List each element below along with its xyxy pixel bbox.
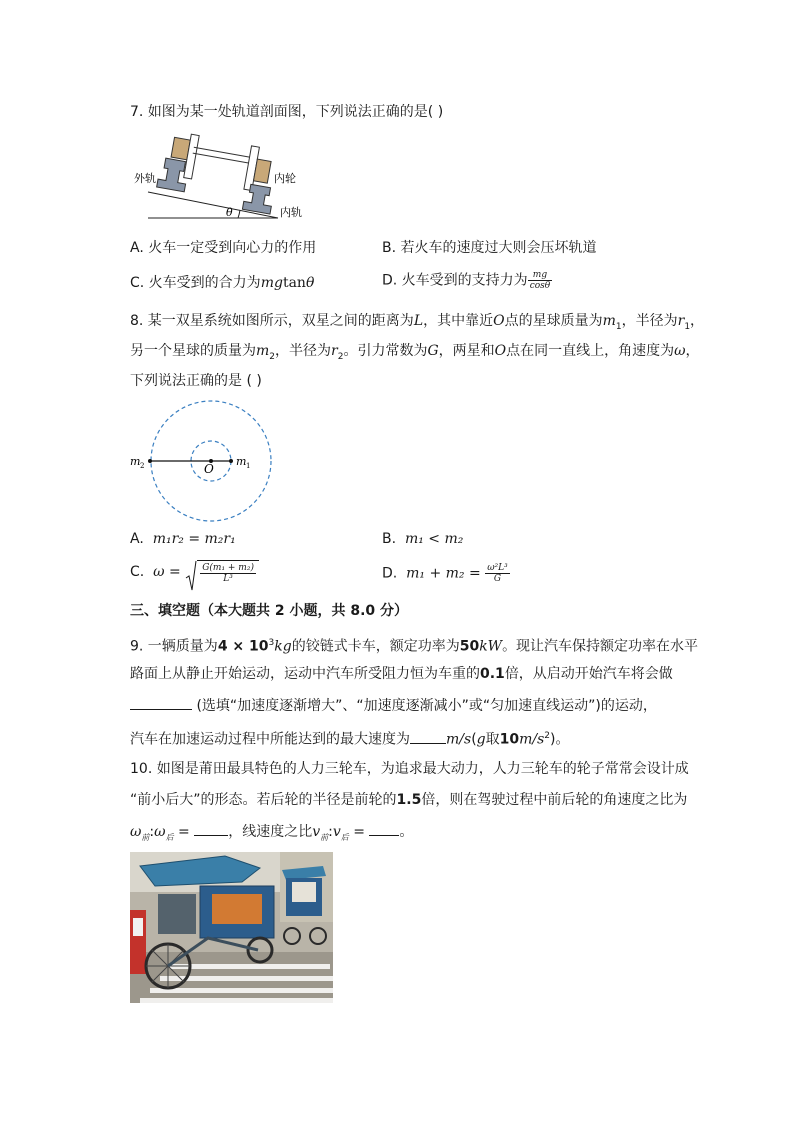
q8-l2-m2: m [256,343,270,359]
q8-option-d [382,563,510,584]
q8-l1-r1: r [677,313,685,329]
q10-l3-w1: ω [130,824,142,840]
q8-option-c-num: G(m₁ + m₂) [202,563,254,573]
q8-line1 [130,311,704,337]
q8-l2-O: O [494,343,507,359]
q9-l1-d: 50 [459,638,480,655]
q8-option-c [130,560,259,592]
q8-option-a [130,529,236,549]
q8-l2-G: G [427,343,439,359]
q10-l3-front: 前 [141,832,150,842]
q7-option-d-num: mg [528,270,553,281]
q10-l3-back: 后 [165,832,174,842]
fig-label-m2-sub: 2 [140,462,145,470]
q10-l3-front2: 前 [320,832,329,842]
q9-l2-c: 倍，从启动开始汽车将会做 [504,666,673,682]
q8-l1-e: ， [690,313,705,329]
q9-l4-g: g [476,731,486,748]
q7-option-c-theta: θ [305,275,315,291]
fig-label-inner-rail: 内轨 [280,206,302,219]
q10-l2-a: “前小后大”的形态。若后轮的半径是前轮的 [130,792,397,808]
q9-l4-b: ( [471,731,477,748]
fig-label-outer-rail: 外轨 [134,172,156,185]
q10-l3-colon2: : [328,824,333,840]
q10-l2-b: 1.5 [396,792,422,808]
q9-l3: (选填“加速度逐渐增大”、“加速度逐渐减小”或“匀加速直线运动”)的运动， [196,698,657,714]
q7-option-b: B. 若火车的速度过大则会压坏轨道 [382,240,597,256]
q8-l2-c: 。引力常数为 [343,343,428,359]
fig-label-m1-sub: 1 [246,462,251,470]
q7-option-d-text: D. 火车受到的支持力为 [382,272,528,289]
q10-l3-back2: 后 [340,832,349,842]
q10-l3-eq2: = [348,824,370,840]
q9-l1-b: 4 × 10 [217,638,269,655]
q8-option-b-math: m₁ < m₂ [404,531,464,547]
q9-l1-e: 。现让汽车保持额定功率在水平 [502,638,699,655]
q8-option-d-num: ω²L³ [487,563,508,573]
q10-l3-end: 。 [399,824,414,840]
fig-label-m1: m [236,455,247,468]
q8-l2-e: 点在同一直线上，角速度为 [506,343,675,359]
q8-l2-f: ， [685,343,700,359]
q9-l1-a: 9. 一辆质量为 [130,638,218,655]
fig-label-angle: θ [226,206,233,219]
q7-option-d-den: cosθ [529,281,551,291]
q9-l1-kW: kW [479,638,503,655]
q8-l2-a: 另一个星球的质量为 [130,343,256,359]
q8-option-c-fraction [200,563,256,584]
q8-l2-d: ，两星和 [438,343,495,359]
q8-l1-sub2: 1 [684,321,691,332]
q8-l1-sub1: 1 [615,321,622,332]
q8-line3: 下列说法正确的是 ( ) [130,373,262,389]
q9-l1-c: 的铰链式卡车，额定功率为 [291,638,460,655]
q8-l2-sub2: 2 [337,351,344,362]
q10-l2-c: 倍，则在驾驶过程中前后轮的角速度之比为 [421,792,688,808]
q7-option-c [130,273,314,293]
q8-option-a-label: A. [130,531,144,547]
q8-l1-b: ，其中靠近 [423,313,494,329]
q7-option-d-fraction [528,270,553,291]
q8-line2 [130,341,700,367]
q8-option-b-label: B. [382,531,397,547]
q9-l4-a: 汽车在加速运动过程中所能达到的最大速度为 [130,731,410,748]
q8-option-c-sqrt [185,560,259,584]
q8-l2-r2: r [331,343,338,359]
q9-l4-sup: 2 [544,731,551,741]
q9-line1 [130,633,698,657]
q10-l3-v2: v [332,824,341,840]
q8-option-d-lhs: m₁ + m₂ = [406,565,481,582]
q9-line4 [130,726,570,750]
q10-blank-1[interactable] [194,821,228,836]
q8-option-c-den: L³ [223,574,233,584]
q7-option-c-math: mg [260,275,283,291]
q9-line3 [130,695,657,716]
q8-l1-L: L [413,313,424,329]
q8-l1-m1: m [602,313,616,329]
q10-l3-v1: v [312,824,321,840]
q9-l2-b: 0.1 [480,666,505,682]
q8-l1-O: O [493,313,505,329]
q10-line1: 10. 如图是莆田最具特色的人力三轮车，为追求最大动力，人力三轮车的轮子常常会设计成 [130,761,689,777]
q8-l1-d: ，半径为 [621,313,678,329]
q8-l2-b: ，半径为 [275,343,332,359]
q8-option-b [382,529,463,549]
q9-l1-sup: 3 [268,638,275,648]
q8-option-c-label: C. [130,564,145,580]
q10-blank-2[interactable] [369,821,399,836]
q8-option-d-den: G [493,574,502,584]
binary-star-figure [128,398,278,524]
q8-option-d-fraction [485,563,510,584]
q9-l4-unit2: m/s [519,731,545,748]
q10-line3 [130,821,413,848]
q7-option-a: A. 火车一定受到向心力的作用 [130,240,317,256]
q8-l1-a: 8. 某一双星系统如图所示，双星之间的距离为 [130,313,414,329]
q9-line2 [130,664,673,684]
q10-l3-a: ，线速度之比 [228,824,313,840]
fig-label-o: O [204,462,214,476]
section-3-heading: 三、填空题（本大题共 2 小题，共 8.0 分） [130,603,409,619]
q9-blank-2[interactable] [410,729,446,744]
q8-l2-w: ω [674,343,686,359]
q8-option-a-math: m₁r₂ = m₂r₁ [152,531,236,547]
q9-blank-1[interactable] [130,695,192,710]
q9-l4-d: 10 [499,731,520,748]
q10-line2 [130,790,687,810]
q9-l4-e: )。 [550,731,570,748]
q10-l3-w2: ω [154,824,166,840]
q7-stem: 7. 如图为某一处轨道剖面图，下列说法正确的是( ) [130,104,444,120]
rickshaw-photo [130,852,333,1003]
q8-l1-c: 点的星球质量为 [504,313,603,329]
q7-option-d [382,270,552,291]
q7-option-c-text: C. 火车受到的合力为 [130,275,261,291]
q9-l1-kg: kg [274,638,292,655]
q9-l4-c: 取 [485,731,500,748]
fig-label-m2: m [130,455,141,468]
q9-l2-a: 路面上从静止开始运动，运动中汽车所受阻力恒为车重的 [130,666,480,682]
rail-cross-section-figure [130,130,310,225]
q10-l3-eq: = [173,824,195,840]
q8-option-c-lhs: ω = [153,564,181,580]
fig-label-inner-wheel: 内轮 [274,172,296,185]
q8-l2-sub1: 2 [269,351,276,362]
q10-l3-colon: : [149,824,155,840]
q8-option-d-label: D. [382,565,398,582]
q7-option-c-tan: tan [282,275,306,291]
q9-l4-unit: m/s [446,731,472,748]
